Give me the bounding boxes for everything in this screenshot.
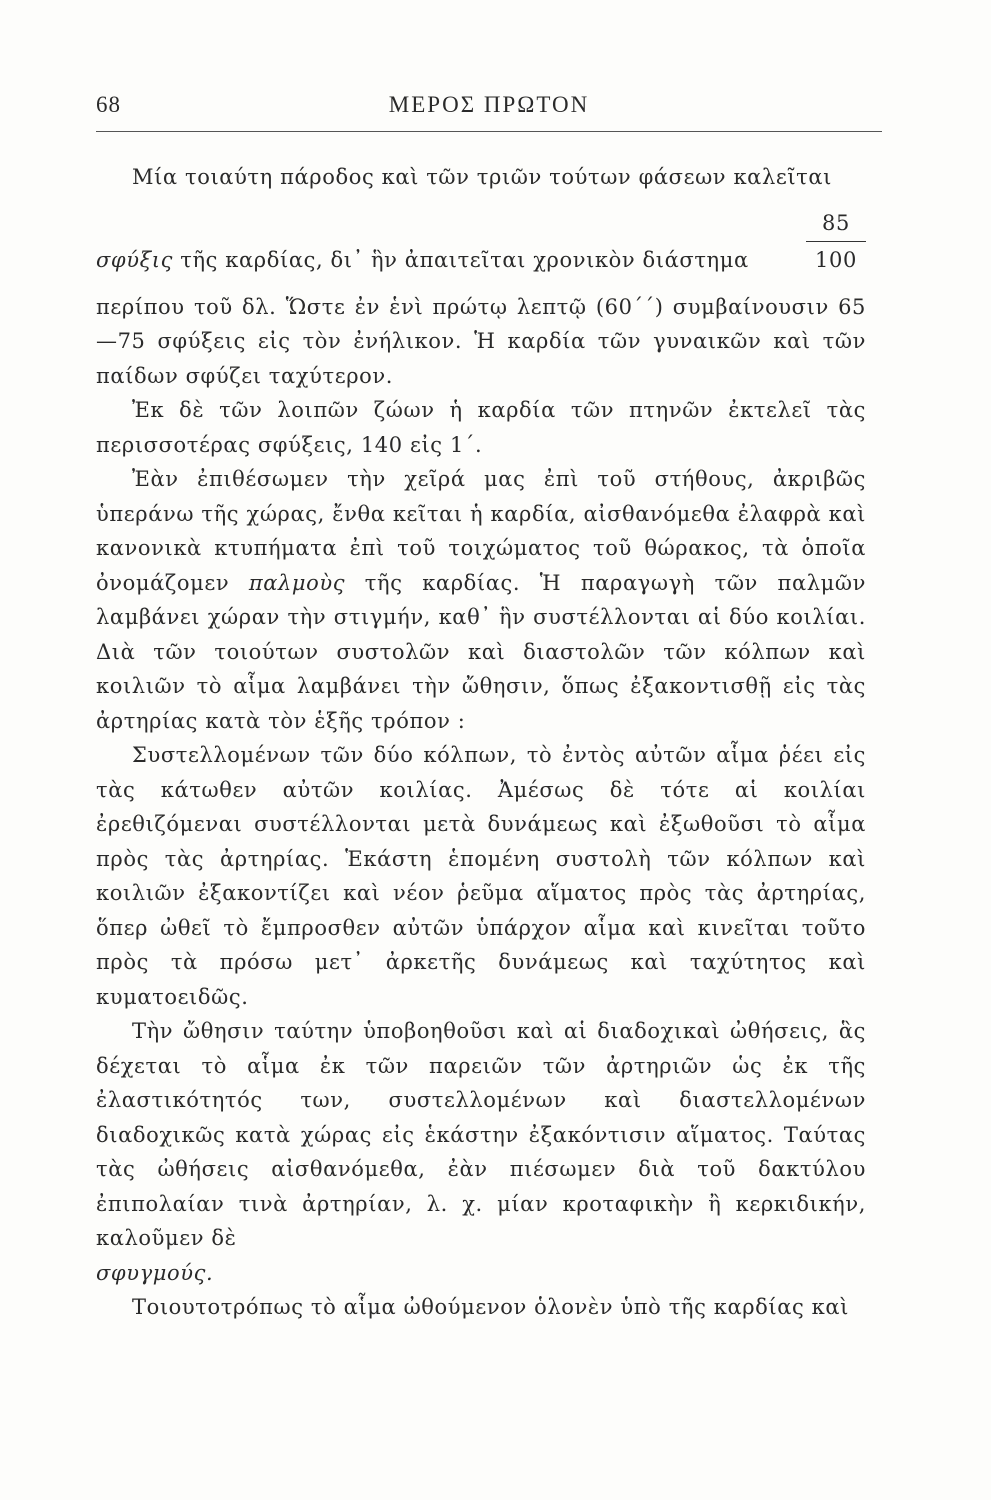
paragraph-4: Συστελλομένων τῶν δύο κόλπων, τὸ ἐντὸς αὐτῶν αἷμα ῥέει εἰς τὰς κάτωθεν αὐτῶν κοιλίας. Ἀμέσως δὲ τότε αἱ κοιλίαι ἐρεθιζόμεναι συστέλλονται μετὰ δυνάμεως καὶ ἐξωθοῦσι τὸ αἷμα πρὸς τὰς ἀρτηρίας. Ἑκάστη ἑπομένη συστολὴ τῶν κόλπων καὶ κοιλιῶν ἐξακοντίζει καὶ νέον ῥεῦμα αἵματος πρὸς τὰς ἀρτηρίας, ὅπερ ὠθεῖ τὸ ἔμπροσθεν αὐτῶν ὑπάρχον αἷμα καὶ κινεῖται τοῦτο πρὸς τὰ πρόσω μετ᾽ ἀρκετῆς δυνάμεως καὶ ταχύτητος καὶ κυματοειδῶς. (96, 743, 866, 1009)
paragraph-1-first-line: Μία τοιαύτη πάροδος καὶ τῶν τριῶν τούτων φάσεων καλεῖται (132, 165, 833, 189)
term-sfyxis: σφύξις (96, 247, 173, 272)
paragraph-6: Τοιουτοτρόπως τὸ αἷμα ὠθούμενον ὁλονὲν ὑπὸ τῆς καρδίας καὶ (132, 1295, 850, 1319)
fraction-line (96, 195, 866, 290)
body-text (96, 160, 866, 1325)
header-rule (96, 131, 882, 132)
page-number: 68 (96, 92, 121, 117)
term-palmous: παλμοὺς (248, 570, 346, 595)
paragraph-1-second-line (96, 243, 749, 278)
paragraph-1-second-line-rest: τῆς καρδίας, δι᾽ ἣν ἀπαιτεῖται χρονικὸν διάστημα (180, 247, 749, 272)
paragraph-3 (96, 462, 866, 738)
paragraph-5-part-1: Τὴν ὤθησιν ταύτην ὑποβοηθοῦσι καὶ αἱ διαδοχικαὶ ὠθήσεις, ἃς δέχεται τὸ αἷμα ἐκ τῶν παρειῶν τῶν ἀρτηριῶν ὡς ἐκ τῆς ἐλαστικότητός των, συστελλομένων καὶ διαστελλομένων διαδοχικῶς κατὰ χώρας εἰς ἑκάστην ἐξακόντισιν αἵματος. Ταύτας τὰς ὠθήσεις αἰσθανόμεθα, ἐὰν πιέσωμεν διὰ τοῦ δακτύλου ἐπιπολαίαν τινὰ ἀρτηρίαν, λ. χ. μίαν κροταφικὴν ἢ κερκιδικήν, καλοῦμεν δὲ (96, 1019, 866, 1250)
page-header (96, 92, 882, 132)
fraction-denominator: 100 (815, 247, 857, 272)
paragraph-3-part-2: τῆς καρδίας. Ἡ παραγωγὴ τῶν παλμῶν λαμβάνει χώραν τὴν στιγμήν, καθ᾽ ἣν συστέλλονται αἱ δύο κοιλίαι. Διὰ τῶν τοιούτων συστολῶν καὶ διαστολῶν τῶν κόλπων καὶ κοιλιῶν τὸ αἷμα λαμβάνει τὴν ὤθησιν, ὅπως ἐξακοντισθῇ εἰς τὰς ἀρτηρίας κατὰ τὸν ἑξῆς τρόπον : (96, 570, 866, 733)
paragraph-2: Ἐκ δὲ τῶν λοιπῶν ζώων ἡ καρδία τῶν πτηνῶν ἐκτελεῖ τὰς περισσοτέρας σφύξεις, 140 εἰς 1΄. (96, 398, 866, 457)
fraction-numerator: 85 (822, 210, 850, 235)
paragraph-3-part-1: Ἐὰν ἐπιθέσωμεν τὴν χεῖρά μας ἐπὶ τοῦ στήθους, ἀκριβῶς ὑπεράνω τῆς χώρας, ἔνθα κεῖται ἡ καρδία, αἰσθανόμεθα ἐλαφρὰ καὶ κανονικὰ κτυπήματα ἐπὶ τοῦ τοιχώματος τοῦ θώρακος, τὰ ὁποῖα ὀνομάζομεν (96, 467, 866, 595)
running-head: ΜΕΡΟΣ ΠΡΩΤΟΝ (388, 92, 590, 117)
term-sfygmous: σφυγμούς. (96, 1260, 214, 1285)
paragraph-1-rest: περίπου τοῦ δλ. Ὥστε ἐν ἑνὶ πρώτῳ λεπτῷ (60΄΄) συμβαίνουσιν 65—75 σφύξεις εἰς τὸν ἐνήλικον. Ἡ καρδία τῶν γυναικῶν καὶ τῶν παίδων σφύζει ταχύτερον. (96, 294, 866, 388)
fraction (806, 207, 866, 276)
fraction-bar (806, 241, 866, 242)
paragraph-5 (96, 1014, 866, 1290)
